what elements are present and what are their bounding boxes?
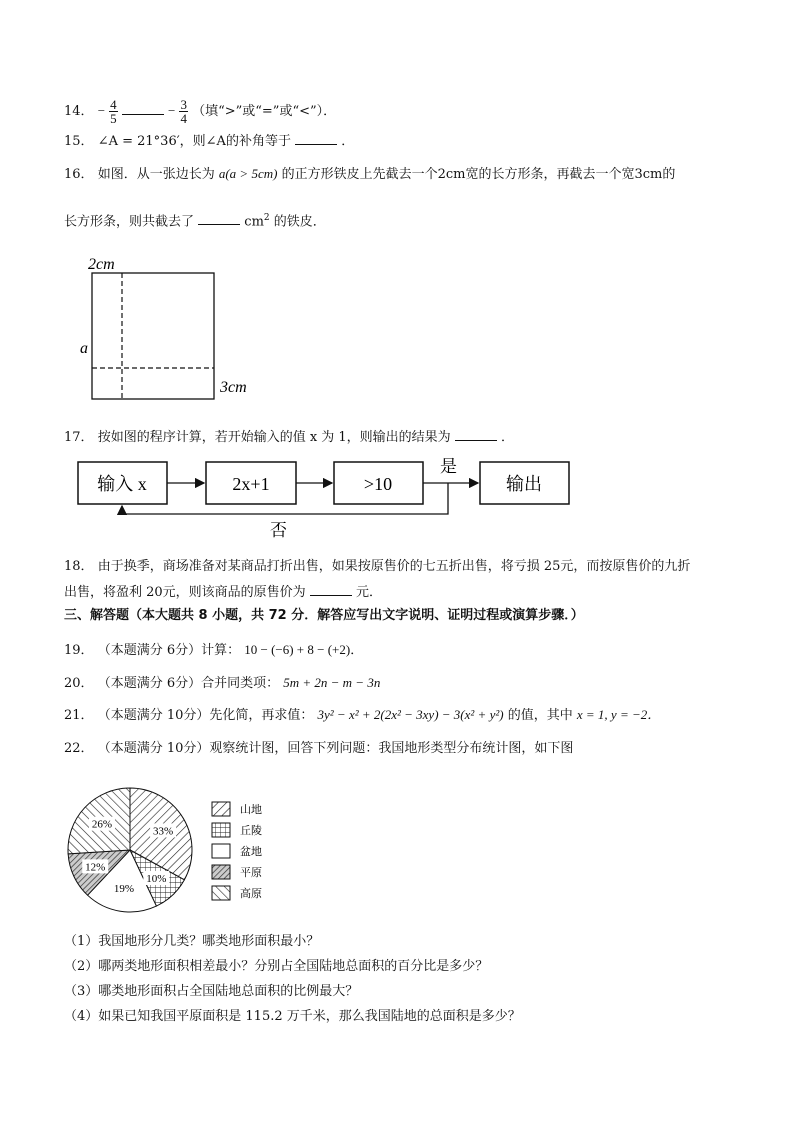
q19-number: 19． (64, 643, 94, 658)
q16-text3: 长方形条，则共截去了 (64, 214, 195, 230)
question-17 (64, 428, 514, 447)
q14-answer-blank[interactable] (122, 102, 164, 115)
legend-label-1: 山地 (240, 804, 262, 816)
q20-expression: 5m + 2n − m − 3n (283, 675, 381, 690)
q19-expression: 10 − (−6) + 8 − (+2)． (244, 642, 364, 657)
flow-label-input: 输入 x (97, 474, 147, 494)
q20-text: （本题满分 6分）合并同类项： (97, 676, 280, 691)
q15-answer-blank[interactable] (295, 132, 337, 145)
legend-label-2: 丘陵 (240, 825, 262, 837)
square-outline (92, 273, 214, 399)
legend-label-4: 平原 (240, 867, 262, 879)
q17-answer-blank[interactable] (455, 428, 497, 441)
q16-answer-blank[interactable] (198, 212, 240, 225)
q18-line1: 由于换季，商场准备对某商品打折出售，如果按原售价的七五折出售，将亏损 25元，而按原售价的九折 (97, 559, 691, 574)
flow-label-yes: 是 (440, 457, 457, 476)
legend-label-5: 高原 (240, 888, 262, 900)
question-19 (64, 641, 363, 660)
q18-answer-blank[interactable] (310, 583, 352, 596)
q21-number: 21． (64, 708, 94, 723)
q18-end: 元． (355, 585, 382, 600)
question-22 (64, 740, 573, 758)
sub-question-4: （4）如果已知我国平原面积是 115.2 万千米，那么我国陆地的总面积是多少？ (64, 1009, 521, 1024)
question-16-line2 (64, 209, 326, 231)
q21-expression: 3y² − x² + 2(2x² − 3xy) − 3(x² + y²) (317, 707, 504, 722)
question-21 (64, 706, 660, 725)
q20-number: 20． (64, 676, 94, 691)
legend-swatch-3 (212, 844, 230, 858)
q22-text: （本题满分 10分）观察统计图，回答下列问题：我国地形类型分布统计图，如下图 (97, 741, 574, 756)
slice-label-5: 26% (91, 818, 113, 831)
slice-label-1: 33% (153, 825, 174, 838)
slice-label-2: 10% (146, 873, 167, 886)
q16-number: 16． (64, 167, 94, 182)
sub-question-2: （2）哪两类地形面积相差最小？分别占全国陆地总面积的百分比是多少？ (64, 959, 489, 974)
q21-text2: 的值，其中 (507, 708, 573, 723)
question-18-line2 (64, 583, 382, 602)
label-2cm: 2cm (88, 256, 115, 273)
flow-label-output: 输出 (506, 474, 542, 494)
q16-text4: 的铁皮． (273, 214, 326, 230)
q17-number: 17． (64, 430, 94, 445)
flow-label-no: 否 (270, 521, 287, 540)
section-3-heading: 三、解答题（本大题共 8 小题，共 72 分．解答应写出文字说明、证明过程或演算步骤．） (64, 608, 584, 623)
q18-line2: 出售，将盈利 20元，则该商品的原售价为 (64, 585, 306, 600)
q22-number: 22． (64, 741, 94, 756)
terrain-pie-chart (60, 782, 320, 922)
sub-question-3: （3）哪类地形面积占全国陆地总面积的比例最大？ (64, 984, 359, 999)
square-sheet-figure (78, 252, 268, 410)
flow-loop-no (122, 483, 448, 514)
sub-question-1: （1）我国地形分几类？哪类地形面积最小？ (64, 934, 320, 949)
q14-number: 14． (64, 104, 94, 119)
question-16-line1 (64, 165, 675, 184)
q16-unit: cm (244, 214, 264, 230)
q14-fraction-2: $\frac{3}{4}$ (180, 97, 187, 126)
question-14: 14． − $\frac{4}{5}$ − $\frac{3}{4}$ （填“>”或“=”或“<”）． (64, 97, 337, 126)
legend-swatch-2 (212, 823, 230, 837)
question-20 (64, 674, 380, 693)
q21-condition: x = 1, y = −2． (576, 707, 661, 722)
q14-hint: （填“>”或“=”或“<”）． (192, 104, 337, 119)
q15-expression: ∠A = 21°36′，则∠A的补角等于 (97, 134, 291, 149)
flow-label-compare: >10 (363, 474, 393, 494)
label-3cm: 3cm (220, 379, 247, 396)
legend-swatch-5 (212, 886, 230, 900)
q19-text: （本题满分 6分）计算： (97, 643, 241, 658)
slice-label-4: 12% (85, 861, 106, 874)
slice-label-3: 19% (113, 882, 135, 895)
flow-label-compute: 2x+1 (232, 474, 270, 494)
legend-swatch-1 (212, 802, 230, 816)
q16-unit-sup: 2 (263, 213, 270, 223)
program-flowchart (70, 452, 580, 548)
label-a: a (80, 340, 88, 357)
question-15 (64, 132, 354, 151)
q14-fraction-1: $\frac{4}{5}$ (110, 97, 117, 126)
q17-text: 按如图的程序计算，若开始输入的值 x 为 1，则输出的结果为 (97, 430, 451, 445)
legend-swatch-4 (212, 865, 230, 879)
q15-end: ． (341, 134, 355, 149)
question-18-line1 (64, 558, 690, 576)
q17-end: ． (500, 430, 514, 445)
legend-label-3: 盆地 (240, 846, 262, 858)
q16-expression: a(a > 5cm) (218, 166, 278, 181)
q18-number: 18． (64, 559, 94, 574)
q21-text: （本题满分 10分）先化简，再求值： (97, 708, 314, 723)
q16-text2: 的正方形铁皮上先截去一个2cm宽的长方形条，再截去一个宽3cm的 (281, 167, 676, 182)
q15-number: 15． (64, 134, 94, 149)
q16-text1: 如图．从一张边长为 (97, 167, 215, 182)
